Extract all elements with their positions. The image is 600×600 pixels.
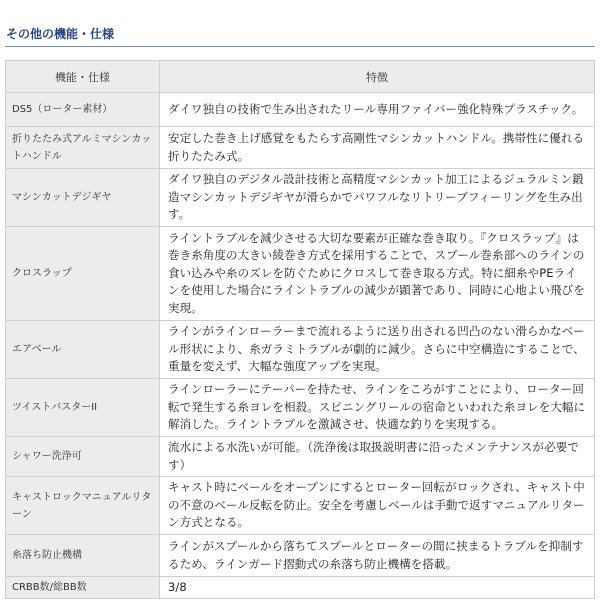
title-divider	[5, 46, 595, 47]
row-feature: キャストロックマニュアルリターン	[6, 477, 160, 535]
row-feature: マシンカットデジギヤ	[6, 169, 160, 227]
table-row	[6, 127, 595, 169]
table-header-row	[6, 61, 595, 93]
row-description: ダイワ独自の技術で生み出されたリール専用ファイバー強化特殊プラスチック。	[160, 93, 595, 127]
row-description: 安定した巻き上げ感覚をもたらす高剛性マシンカットハンドル。携帯性に優れる折りたたみ式。	[160, 127, 595, 169]
row-feature: ツイストバスターII	[6, 379, 160, 437]
row-feature: 糸落ち防止機構	[6, 535, 160, 577]
table-row	[6, 321, 595, 379]
row-feature: シャワー洗浄可	[6, 437, 160, 477]
section-title: その他の機能・仕様	[6, 27, 115, 41]
row-description: 流水による水洗いが可能。（洗浄後は取扱説明書に沿ったメンテナンスが必要です）	[160, 437, 595, 477]
row-description: キャスト時にベールをオープンにするとローター回転がロックされ、キャスト中の不意のベール反転を防止。安全を考慮しベールは手動で返すマニュアルリターン方式となる。	[160, 477, 595, 535]
section-header	[0, 0, 600, 52]
table-row	[6, 379, 595, 437]
table-row	[6, 169, 595, 227]
row-description: ダイワ独自のデジタル設計技術と高精度マシンカット加工によるジュラルミン鍛造マシンカットデジギヤが滑らかでパワフルなリトリーブフィーリングを生み出す。	[160, 169, 595, 227]
spec-table	[5, 60, 595, 599]
header-description: 特徴	[160, 61, 595, 93]
row-description: ラインがラインローラーまで流れるように送り出される凹凸のない滑らかなベール形状により、糸ガラミトラブルが劇的に減少。さらに中空構造にすることで、重量を変えず、大幅な強度アップを実現。	[160, 321, 595, 379]
row-feature: DS5（ローター素材）	[6, 93, 160, 127]
table-row	[6, 227, 595, 321]
table-row	[6, 477, 595, 535]
row-description: ラインがスプールから落ちてスプールとローターの間に挟まるトラブルを抑制するため、ラインガード摺動式の糸落ち防止機構を搭載。	[160, 535, 595, 577]
table-row	[6, 535, 595, 577]
row-description: ライントラブルを減少させる大切な要素が正確な巻き取り。『クロスラップ』は巻き糸角度の大きい綾巻き方式を採用することで、スプール巻糸部へのラインの食い込みや糸のズレを防ぐためにクロスして巻き取る方式。特に細糸やPEラインを使用した場合にライントラブルの減少が顕著であり、同時に心地よい飛びを実現。	[160, 227, 595, 321]
row-description: ラインローラーにテーパーを持たせ、ラインをころがすことにより、ローター回転で発生する糸ヨレを相殺。スピニングリールの宿命といわれた糸ヨレを大幅に解消した。ライントラブルを激減させ、快適な釣りを実現する。	[160, 379, 595, 437]
row-feature: CRBB数/総BB数	[6, 577, 160, 599]
row-description: 3/8	[160, 577, 595, 599]
table-row	[6, 437, 595, 477]
row-feature: 折りたたみ式アルミマシンカットハンドル	[6, 127, 160, 169]
row-feature: クロスラップ	[6, 227, 160, 321]
row-feature: エアベール	[6, 321, 160, 379]
header-feature: 機能・仕様	[6, 61, 160, 93]
table-row	[6, 93, 595, 127]
table-row	[6, 577, 595, 599]
